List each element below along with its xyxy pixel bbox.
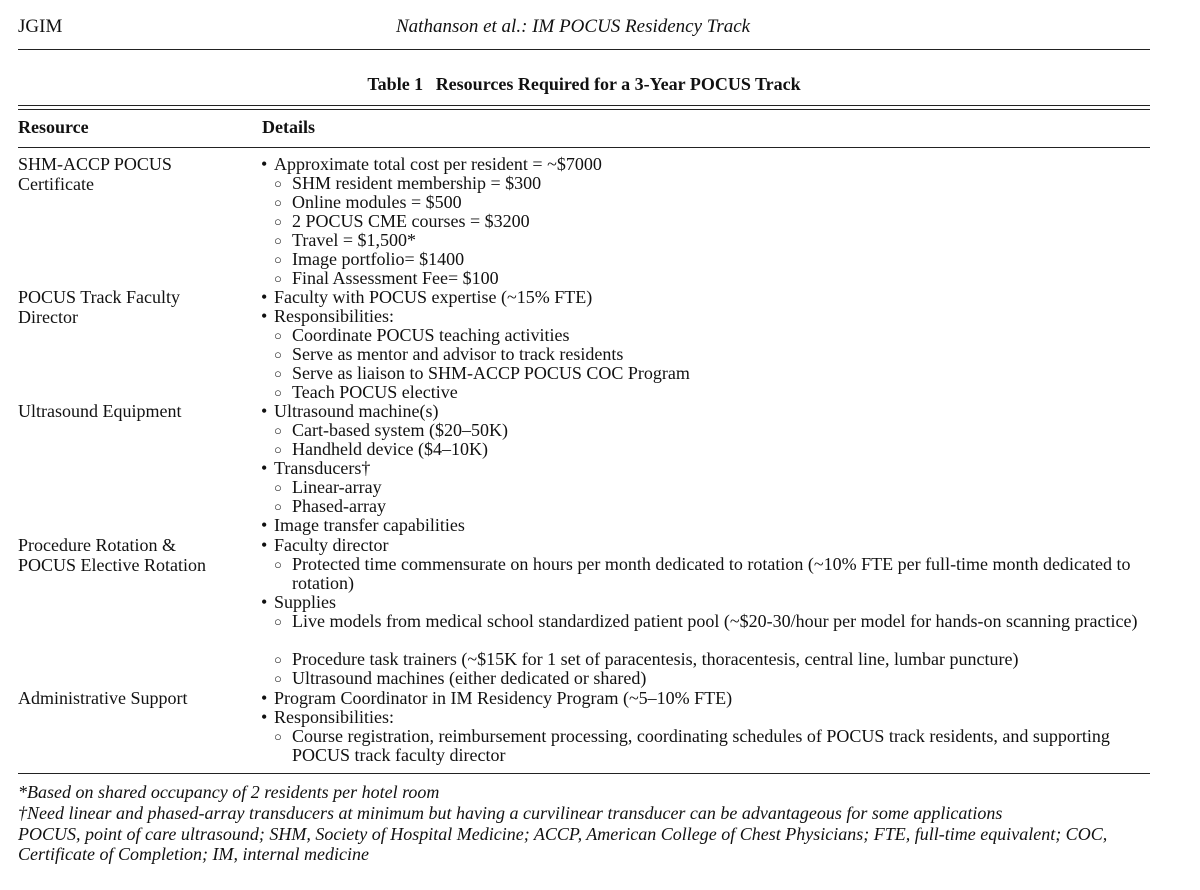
detail-bullet: • Approximate total cost per resident = ~$7000 (261, 155, 1141, 174)
detail-bullet: • Program Coordinator in IM Residency Program (~5–10% FTE) (261, 689, 1141, 708)
resource-cell: Administrative Support (18, 688, 188, 708)
journal-name: JGIM (18, 16, 63, 37)
header-rule (18, 49, 1150, 50)
footnote-dagger: †Need linear and phased-array transducers at minimum but having a curvilinear transducer can be advantageous for some applications (18, 803, 1003, 823)
column-header-resource: Resource (18, 117, 89, 137)
detail-bullet: • Ultrasound machine(s) (261, 402, 1141, 421)
table-bottom-rule (18, 773, 1150, 774)
detail-subitem: ○ Protected time commensurate on hours per month dedicated to rotation (~10% FTE per full-time month dedicated to rotation) (274, 555, 1168, 593)
detail-subitem: ○ 2 POCUS CME courses = $3200 (274, 212, 1168, 231)
table-caption (0, 74, 1168, 95)
detail-subitem: ○ Linear-array (274, 478, 1168, 497)
detail-subitem: ○ Image portfolio= $1400 (274, 250, 1168, 269)
table-title: Resources Required for a 3-Year POCUS Track (435, 74, 801, 94)
detail-bullet: • Faculty with POCUS expertise (~15% FTE) (261, 288, 1141, 307)
detail-subitem: ○ Coordinate POCUS teaching activities (274, 326, 1168, 345)
footnote-abbreviations: POCUS, point of care ultrasound; SHM, Society of Hospital Medicine; ACCP, American College of Chest Physicians; FTE, full-time equivalent; COC, Certificate of Completion; IM, internal medicine (18, 824, 1108, 864)
detail-subitem: ○ Procedure task trainers (~$15K for 1 set of paracentesis, thoracentesis, central line, lumbar puncture) (274, 650, 1168, 669)
table-top-rule (18, 105, 1150, 106)
resource-cell: POCUS Track Faculty Director (18, 287, 181, 327)
detail-bullet: • Responsibilities: (261, 307, 1141, 326)
detail-subitem: ○ Phased-array (274, 497, 1168, 516)
detail-subitem: ○ Travel = $1,500* (274, 231, 1168, 250)
detail-subitem: ○ Final Assessment Fee= $100 (274, 269, 1168, 288)
running-head-title: Nathanson et al.: IM POCUS Residency Track (396, 16, 751, 37)
detail-subitem: ○ Serve as liaison to SHM-ACCP POCUS COC Program (274, 364, 1168, 383)
detail-subitem: ○ Teach POCUS elective (274, 383, 1168, 402)
table-number: Table 1 (367, 74, 424, 94)
detail-subitem: ○ SHM resident membership = $300 (274, 174, 1168, 193)
detail-subitem: ○ Cart-based system ($20–50K) (274, 421, 1168, 440)
detail-bullet: • Faculty director (261, 536, 1141, 555)
detail-subitem: ○ Serve as mentor and advisor to track residents (274, 345, 1168, 364)
detail-subitem: ○ Ultrasound machines (either dedicated or shared) (274, 669, 1168, 688)
header-bottom-rule (18, 147, 1150, 148)
detail-bullet: • Transducers† (261, 459, 1141, 478)
detail-subitem: ○ Course registration, reimbursement processing, coordinating schedules of POCUS track residents, and supporting POCUS track faculty director (274, 727, 1168, 765)
resource-cell: Ultrasound Equipment (18, 401, 182, 421)
detail-subitem: ○ Live models from medical school standardized patient pool (~$20-30/hour per model for hands-on scanning practice) (274, 612, 1168, 631)
detail-bullet: • Image transfer capabilities (261, 516, 1141, 535)
table-top-rule-double (18, 109, 1150, 110)
detail-subitem: ○ Handheld device ($4–10K) (274, 440, 1168, 459)
resource-cell: Procedure Rotation & POCUS Elective Rotation (18, 535, 206, 575)
detail-bullet: • Supplies (261, 593, 1141, 612)
detail-subitem: ○ Online modules = $500 (274, 193, 1168, 212)
footnote-asterisk: *Based on shared occupancy of 2 residents per hotel room (18, 782, 440, 802)
running-head (18, 14, 1150, 44)
detail-bullet: • Responsibilities: (261, 708, 1141, 727)
resource-cell: SHM-ACCP POCUS Certificate (18, 154, 172, 194)
column-header-details: Details (262, 117, 315, 137)
